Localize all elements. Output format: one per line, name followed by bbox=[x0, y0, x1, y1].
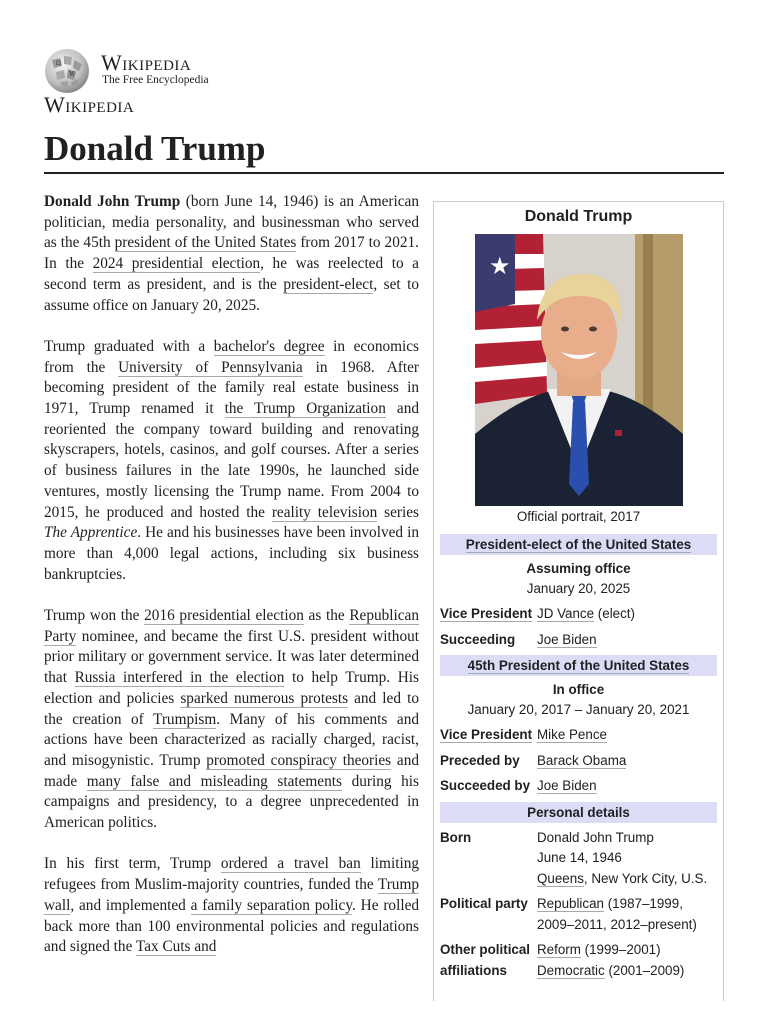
article-link[interactable]: president of the United States bbox=[114, 234, 297, 252]
section-header-president-elect[interactable]: President-elect of the United States bbox=[440, 534, 717, 555]
article-text: Trump graduated with a bbox=[44, 337, 214, 355]
site-header bbox=[44, 44, 344, 120]
page-title: Donald Trump bbox=[44, 128, 724, 174]
assuming-office-label: Assuming office bbox=[526, 561, 631, 576]
article-text: , and implemented bbox=[70, 896, 191, 914]
svg-text:Ω: Ω bbox=[56, 60, 61, 67]
portrait-illustration bbox=[475, 234, 683, 506]
article-link[interactable]: many false and misleading statements bbox=[86, 772, 342, 790]
joe-biden-link[interactable]: Joe Biden bbox=[537, 631, 597, 647]
svg-text:★: ★ bbox=[488, 252, 511, 280]
row-vice-president-elect: Vice President JD Vance (elect) bbox=[440, 606, 635, 621]
wordmark[interactable]: Wikipedia bbox=[101, 50, 192, 75]
article-text: series bbox=[377, 503, 420, 521]
article-link[interactable]: ordered a travel ban bbox=[220, 855, 361, 873]
article-link[interactable]: 2016 presidential election bbox=[144, 607, 304, 625]
article-paragraph bbox=[44, 606, 419, 834]
reform-link[interactable]: Reform bbox=[537, 942, 581, 957]
in-office-label: In office bbox=[552, 682, 605, 697]
section-header-personal-details: Personal details bbox=[440, 802, 717, 823]
row-succeeding: Succeeding Joe Biden bbox=[440, 631, 597, 647]
article-link[interactable]: the Trump Organization bbox=[224, 400, 386, 418]
article-text: during his campaigns and presidency, to a degree unprecedented in American politics. bbox=[44, 772, 420, 832]
article-bold-text: Donald John Trump bbox=[44, 193, 181, 210]
article-text: nominee, and became the first U.S. president without prior military or government service. It was later determined that bbox=[44, 627, 419, 687]
mike-pence-link[interactable]: Mike Pence bbox=[537, 727, 607, 742]
article-text: and led to the creation of bbox=[44, 689, 419, 728]
article-paragraph bbox=[44, 337, 419, 585]
article-link[interactable]: Trump wall bbox=[44, 876, 419, 914]
republican-link[interactable]: Republican bbox=[537, 896, 604, 911]
article-text: from 2017 to 2021. In the bbox=[44, 234, 419, 273]
tagline: The Free Encyclopedia bbox=[102, 74, 209, 86]
article-text: In his first term, Trump bbox=[44, 855, 221, 873]
article-link[interactable]: a family separation policy bbox=[190, 896, 352, 914]
article-text: and made bbox=[44, 751, 419, 790]
portrait-caption: Official portrait, 2017 bbox=[516, 509, 641, 524]
article-link[interactable]: reality television bbox=[271, 503, 378, 521]
barack-obama-link[interactable]: Barack Obama bbox=[537, 752, 627, 768]
infobox bbox=[433, 201, 724, 1001]
democratic-link[interactable]: Democratic bbox=[537, 962, 605, 978]
article-text: (born June 14, 1946) is an American politician, media personality, and businessman who served as the 45th bbox=[44, 193, 419, 252]
article-text: limiting refugees from Muslim-majority countries, funded the bbox=[44, 855, 419, 894]
article-text: Trump won the bbox=[44, 607, 145, 625]
article-text: in economics from the bbox=[44, 337, 420, 376]
article-link[interactable]: president-elect bbox=[283, 275, 374, 293]
article-text: as the bbox=[303, 607, 350, 625]
article-text: . Many of his comments and actions have been characterized as racially charged, racist, and misogynistic. Trump bbox=[44, 710, 419, 769]
row-born: Born Donald John Trump June 14, 1946 Queens, New York City, U.S. bbox=[440, 829, 708, 886]
joe-biden-link-2[interactable]: Joe Biden bbox=[537, 778, 597, 793]
row-vice-president bbox=[434, 725, 723, 746]
article-text: and reoriented the company toward building and renovating skyscrapers, hotels, casinos, and golf courses. After a series of business failures in the late 1990s, he launched side ventures, mostly licensing the Trump name. From 2004 to 2015, he produced and hosted the bbox=[44, 400, 419, 521]
wikipedia-globe-icon[interactable] bbox=[44, 48, 90, 94]
svg-text:W: W bbox=[69, 71, 76, 78]
wordmark-secondary[interactable]: Wikipedia bbox=[44, 92, 135, 117]
row-other-affiliations: Other political affiliations Reform (1999–2001) Democratic (2001–2009) bbox=[440, 942, 685, 978]
row-succeeded-by: Succeeded by Joe Biden bbox=[440, 778, 597, 793]
article-text: . He and his businesses have been involved in more than 4,000 legal actions, including six business bankruptcies. bbox=[44, 524, 419, 583]
portrait-image[interactable] bbox=[475, 234, 683, 506]
article-link[interactable]: Russia interfered in the election bbox=[74, 669, 285, 687]
jd-vance-link[interactable]: JD Vance bbox=[537, 606, 595, 621]
article-link[interactable]: promoted conspiracy theories bbox=[206, 751, 392, 769]
article-italic-text: The Apprentice bbox=[44, 524, 138, 542]
article-text: to help Trump. His election and policies bbox=[44, 669, 419, 707]
article-link[interactable]: 2024 presidential election bbox=[92, 255, 261, 273]
assuming-office-date: January 20, 2025 bbox=[526, 581, 631, 596]
vice-president-label-link-2[interactable]: Vice President bbox=[440, 727, 533, 742]
article-body bbox=[44, 192, 419, 979]
article-link[interactable]: bachelor's degree bbox=[213, 337, 325, 355]
queens-link[interactable]: Queens bbox=[537, 870, 584, 886]
article-text: , he was reelected to a second term as president, and is the bbox=[44, 255, 419, 293]
article-link[interactable]: Tax Cuts and bbox=[135, 938, 217, 956]
article-link[interactable]: Republican Party bbox=[44, 607, 419, 645]
article-link[interactable]: University of Pennsylvania bbox=[118, 358, 303, 376]
article-text: . He rolled back more than 100 environmental policies and regulations and signed the bbox=[44, 896, 420, 956]
article-link[interactable]: sparked numerous protests bbox=[180, 689, 349, 707]
article-link[interactable]: Trumpism bbox=[153, 710, 217, 728]
row-preceded-by: Preceded by Barack Obama bbox=[440, 752, 627, 768]
article-paragraph bbox=[44, 192, 419, 316]
row-political-party: Political party Republican (1987–1999, 2009–2011, 2012–present) bbox=[440, 896, 697, 932]
section-header-45th-president[interactable]: 45th President of the United States bbox=[440, 655, 717, 676]
article-text: , set to assume office on January 20, 2025. bbox=[44, 275, 419, 314]
infobox-title: Donald Trump bbox=[524, 208, 633, 225]
article-paragraph bbox=[44, 854, 419, 958]
in-office-dates: January 20, 2017 – January 20, 2021 bbox=[467, 702, 690, 717]
article-text: in 1968. After becoming president of the family real estate business in 1971, Trump renamed it bbox=[44, 358, 419, 418]
vice-president-label-link[interactable]: Vice President bbox=[440, 606, 533, 621]
